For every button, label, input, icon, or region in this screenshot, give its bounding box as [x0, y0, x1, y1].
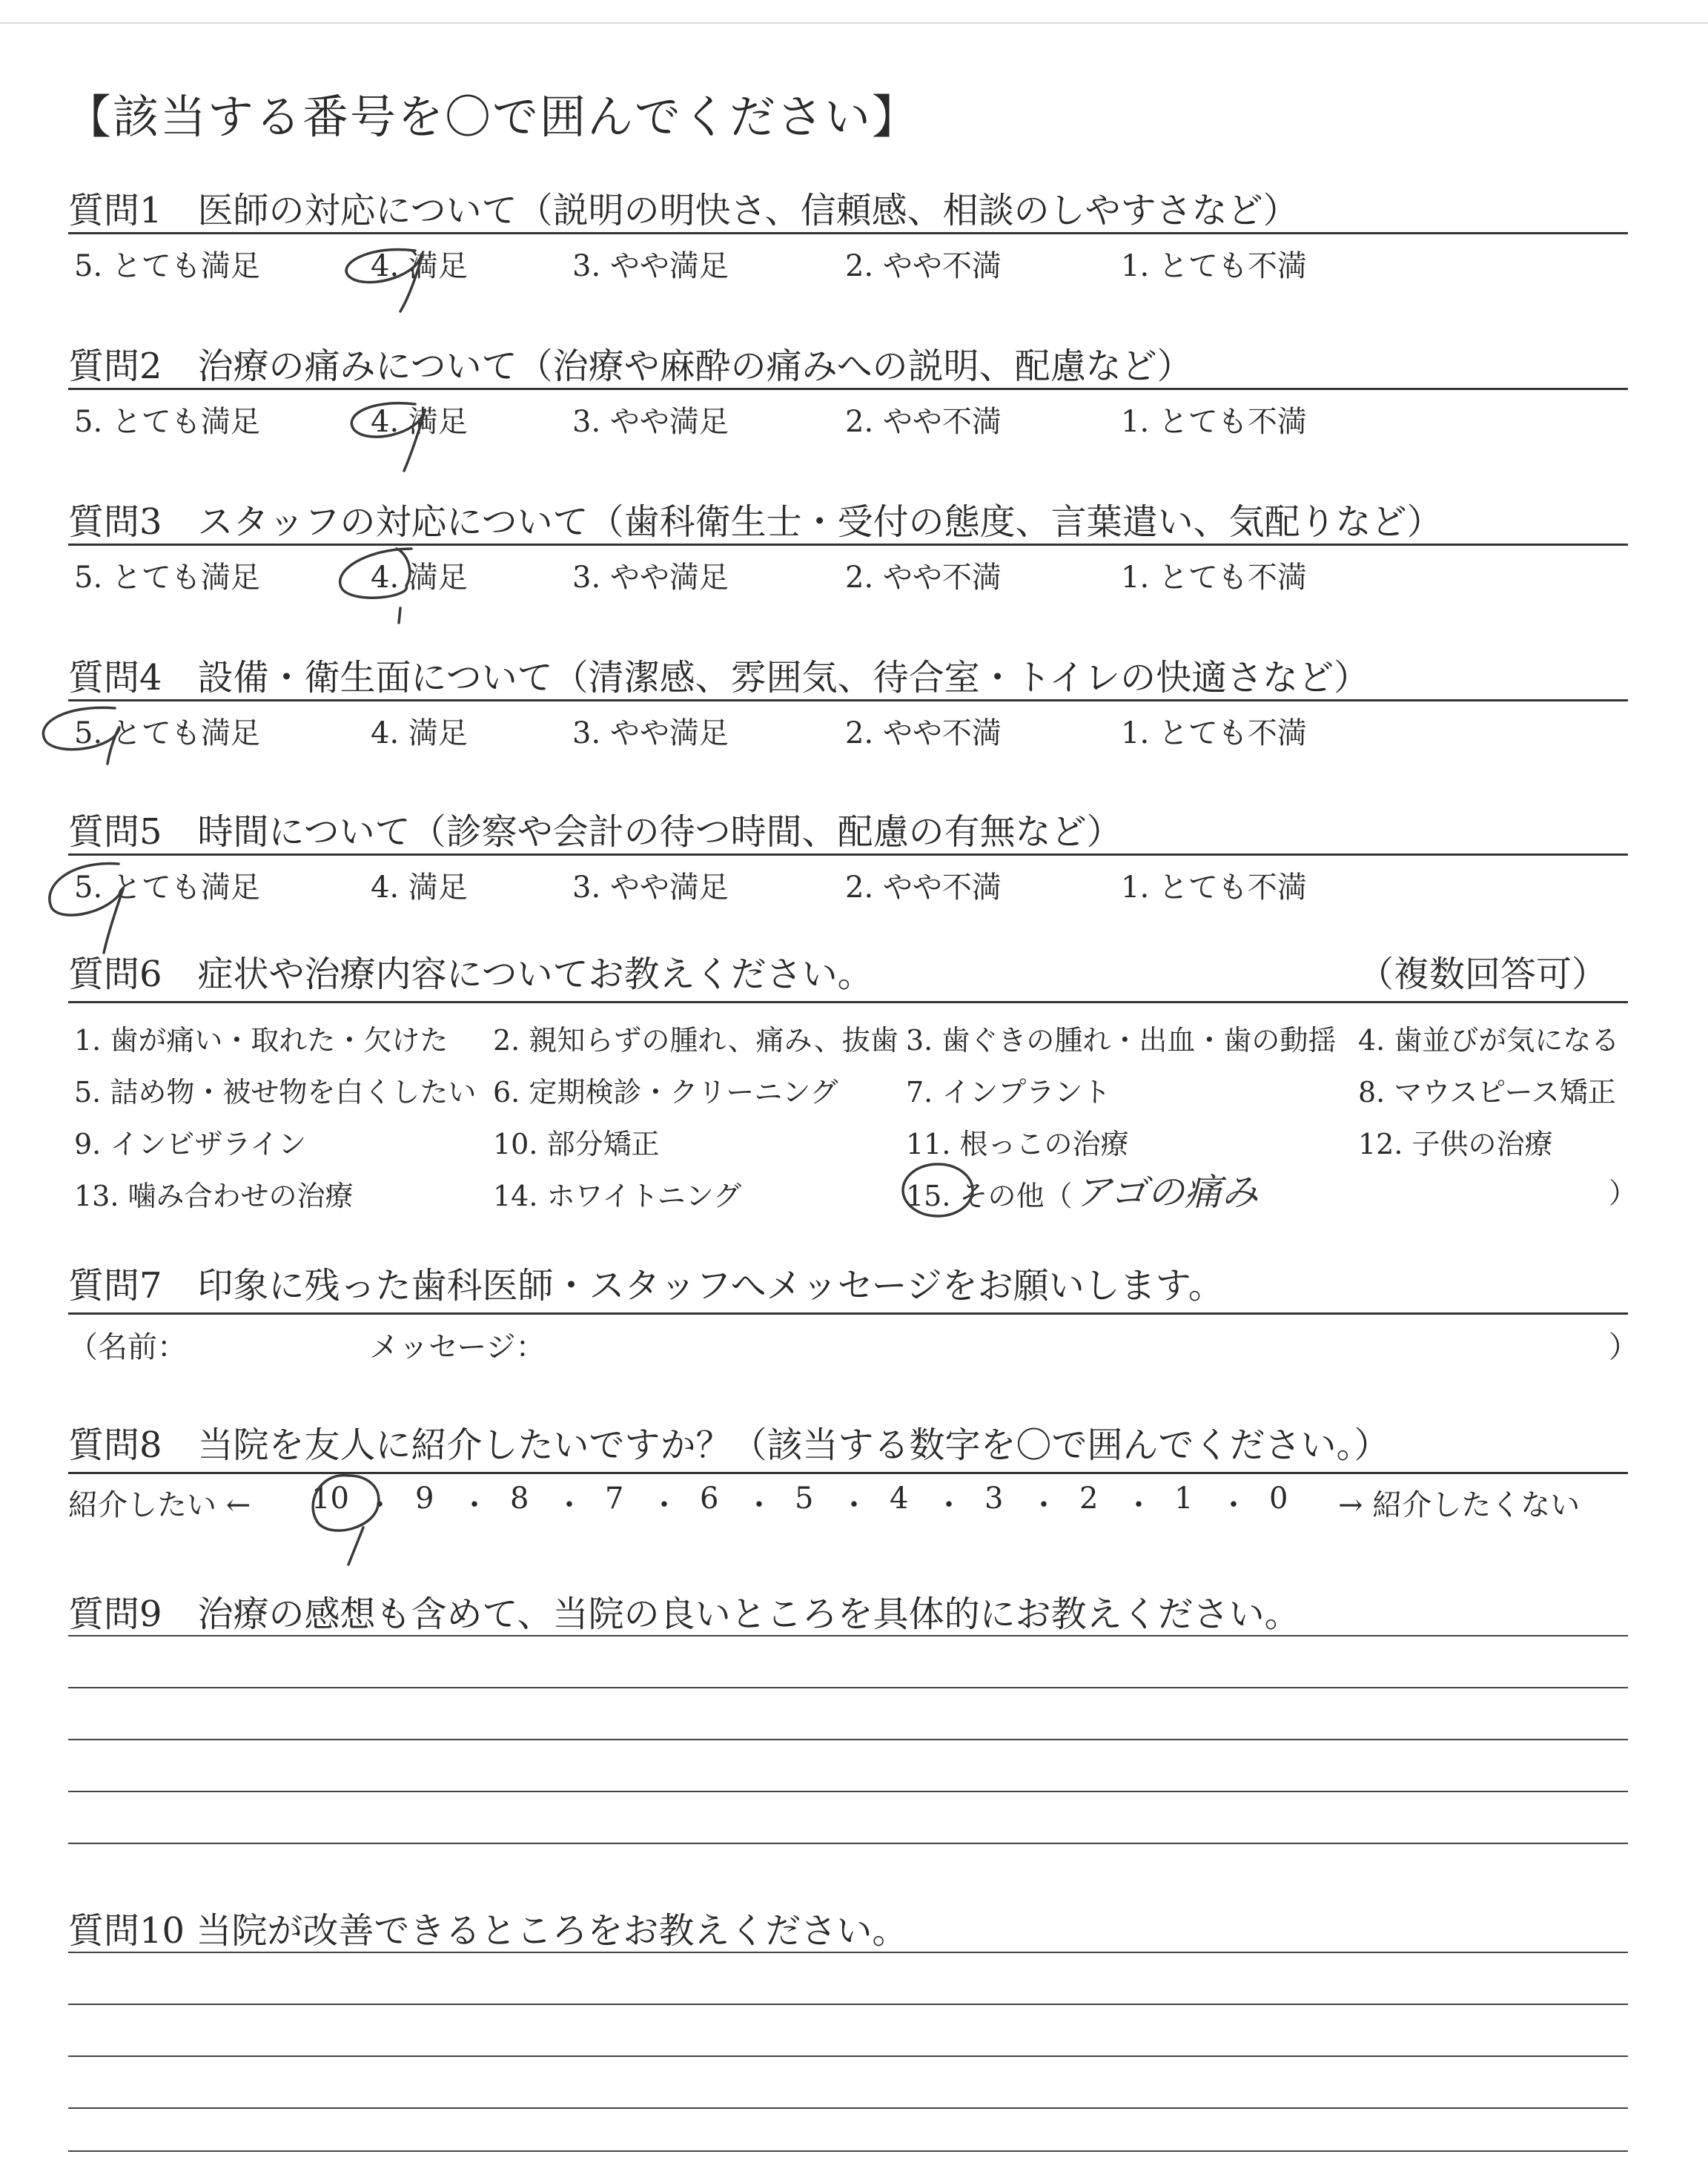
q6-option[interactable]: 14. ホワイトニング [493, 1180, 742, 1212]
q6-option[interactable]: 4. 歯並びが気になる [1358, 1024, 1620, 1057]
q4-rule [68, 699, 1628, 701]
q6-option[interactable]: 13. 噛み合わせの治療 [74, 1180, 354, 1212]
q8-number[interactable]: 8 [510, 1482, 529, 1516]
q8-rule [68, 1472, 1628, 1474]
q8-separator: ・ [1124, 1488, 1153, 1522]
q8-number[interactable]: 1 [1174, 1482, 1194, 1516]
q8-separator: ・ [365, 1488, 394, 1522]
q5-label: 質問5 時間について（診察や会計の待つ時間、配慮の有無など） [68, 811, 1122, 853]
q4-option[interactable]: 5. とても満足 [74, 716, 260, 750]
q2-label: 質問2 治療の痛みについて（治療や麻酔の痛みへの説明、配慮など） [68, 346, 1193, 387]
q5-option[interactable]: 4. 満足 [371, 871, 468, 905]
q10-line [68, 2055, 1628, 2057]
q10-line [68, 1952, 1628, 1953]
q1-option[interactable]: 4. 満足 [371, 249, 468, 283]
q8-separator: ・ [744, 1488, 774, 1522]
q9-line [68, 1739, 1628, 1740]
q3-option[interactable]: 4. 満足 [371, 561, 468, 595]
q5-option[interactable]: 1. とても不満 [1121, 871, 1307, 905]
q6-multiple-note: （複数回答可） [1358, 954, 1608, 995]
q6-other-handwritten: アゴの痛み [1075, 1171, 1259, 1214]
q3-option[interactable]: 3. やや満足 [572, 561, 729, 595]
q7-rule [68, 1312, 1628, 1315]
q5-rule [68, 853, 1628, 856]
q8-right-label: → 紹介したくない [1338, 1488, 1580, 1522]
q8-separator: ・ [934, 1488, 964, 1522]
q10-line [68, 2150, 1628, 2152]
q6-other-close: ） [1609, 1177, 1638, 1209]
scan-top-edge [0, 22, 1708, 24]
q7-message-label: メッセージ： [369, 1330, 546, 1364]
q9-line [68, 1687, 1628, 1688]
q3-label: 質問3 スタッフの対応について（歯科衛生士・受付の態度、言葉遣い、気配りなど） [68, 501, 1443, 543]
q4-option[interactable]: 4. 満足 [371, 716, 468, 750]
q9-line [68, 1843, 1628, 1844]
q6-option[interactable]: 1. 歯が痛い・取れた・欠けた [74, 1024, 448, 1057]
q8-number[interactable]: 7 [605, 1482, 624, 1516]
q6-option[interactable]: 8. マウスピース矯正 [1358, 1076, 1616, 1109]
q8-number[interactable]: 2 [1079, 1482, 1099, 1516]
q8-separator: ・ [460, 1488, 489, 1522]
q6-option[interactable]: 2. 親知らずの腫れ、痛み、抜歯 [493, 1024, 898, 1057]
q8-separator: ・ [839, 1488, 869, 1522]
q3-option[interactable]: 5. とても満足 [74, 561, 260, 595]
q6-option[interactable]: 5. 詰め物・被せ物を白くしたい [74, 1076, 477, 1109]
q6-label: 質問6 症状や治療内容についてお教えください。 [68, 954, 873, 995]
q10-label: 質問10 当院が改善できるところをお教えください。 [68, 1910, 908, 1952]
q1-option[interactable]: 5. とても満足 [74, 249, 260, 283]
q3-rule [68, 544, 1628, 546]
q2-rule [68, 388, 1628, 390]
q2-option[interactable]: 3. やや満足 [572, 405, 729, 439]
q8-left-label: 紹介したい ← [68, 1488, 251, 1522]
form-title: 【該当する番号を〇で囲んでください】 [65, 90, 920, 144]
q9-line [68, 1791, 1628, 1792]
q8-number[interactable]: 6 [700, 1482, 719, 1516]
q10-line [68, 2004, 1628, 2005]
q8-separator: ・ [1219, 1488, 1248, 1522]
q8-number[interactable]: 10 [311, 1482, 349, 1516]
q7-label: 質問7 印象に残った歯科医師・スタッフへメッセージをお願いします。 [68, 1265, 1224, 1307]
q6-rule [68, 1001, 1628, 1003]
q6-option[interactable]: 7. インプラント [906, 1076, 1111, 1109]
q6-option[interactable]: 12. 子供の治療 [1358, 1128, 1553, 1160]
q6-option[interactable]: 6. 定期検診・クリーニング [493, 1076, 838, 1109]
q10-line [68, 2107, 1628, 2109]
q5-option[interactable]: 2. やや不満 [845, 871, 1002, 905]
q1-option[interactable]: 2. やや不満 [845, 249, 1002, 283]
q2-option[interactable]: 1. とても不満 [1121, 405, 1307, 439]
q8-number[interactable]: 0 [1269, 1482, 1288, 1516]
q2-option[interactable]: 5. とても満足 [74, 405, 260, 439]
q8-number[interactable]: 3 [984, 1482, 1004, 1516]
q3-option[interactable]: 1. とても不満 [1121, 561, 1307, 595]
q1-rule [68, 232, 1628, 234]
q8-separator: ・ [649, 1488, 679, 1522]
q8-label: 質問8 当院を友人に紹介したいですか？（該当する数字を〇で囲んでください。） [68, 1424, 1390, 1466]
q8-separator: ・ [1029, 1488, 1059, 1522]
q9-line [68, 1635, 1628, 1636]
q2-option[interactable]: 4. 満足 [371, 405, 468, 439]
q4-option[interactable]: 2. やや不満 [845, 716, 1002, 750]
q4-label: 質問4 設備・衛生面について（清潔感、雰囲気、待合室・トイレの快適さなど） [68, 657, 1370, 698]
q6-option[interactable]: 15. その他（ [906, 1180, 1073, 1212]
q8-number[interactable]: 4 [890, 1482, 909, 1516]
q1-option[interactable]: 1. とても不満 [1121, 249, 1307, 283]
q8-number[interactable]: 9 [415, 1482, 434, 1516]
q1-option[interactable]: 3. やや満足 [572, 249, 729, 283]
q1-label: 質問1 医師の対応について（説明の明快さ、信頼感、相談のしやすさなど） [68, 190, 1299, 231]
q8-number[interactable]: 5 [795, 1482, 814, 1516]
q3-option[interactable]: 2. やや不満 [845, 561, 1002, 595]
q6-option[interactable]: 10. 部分矯正 [493, 1128, 660, 1160]
q4-option[interactable]: 3. やや満足 [572, 716, 729, 750]
q4-option[interactable]: 1. とても不満 [1121, 716, 1307, 750]
q7-close: ） [1609, 1330, 1638, 1364]
q9-label: 質問9 治療の感想も含めて、当院の良いところを具体的にお教えください。 [68, 1593, 1300, 1635]
q6-option[interactable]: 3. 歯ぐきの腫れ・出血・歯の動揺 [906, 1024, 1337, 1057]
q6-option[interactable]: 11. 根っこの治療 [906, 1128, 1129, 1160]
q8-separator: ・ [555, 1488, 584, 1522]
q5-option[interactable]: 5. とても満足 [74, 871, 260, 905]
q7-name-label: （名前： [68, 1330, 187, 1364]
q5-option[interactable]: 3. やや満足 [572, 871, 729, 905]
q2-option[interactable]: 2. やや不満 [845, 405, 1002, 439]
q6-option[interactable]: 9. インビザライン [74, 1128, 307, 1160]
